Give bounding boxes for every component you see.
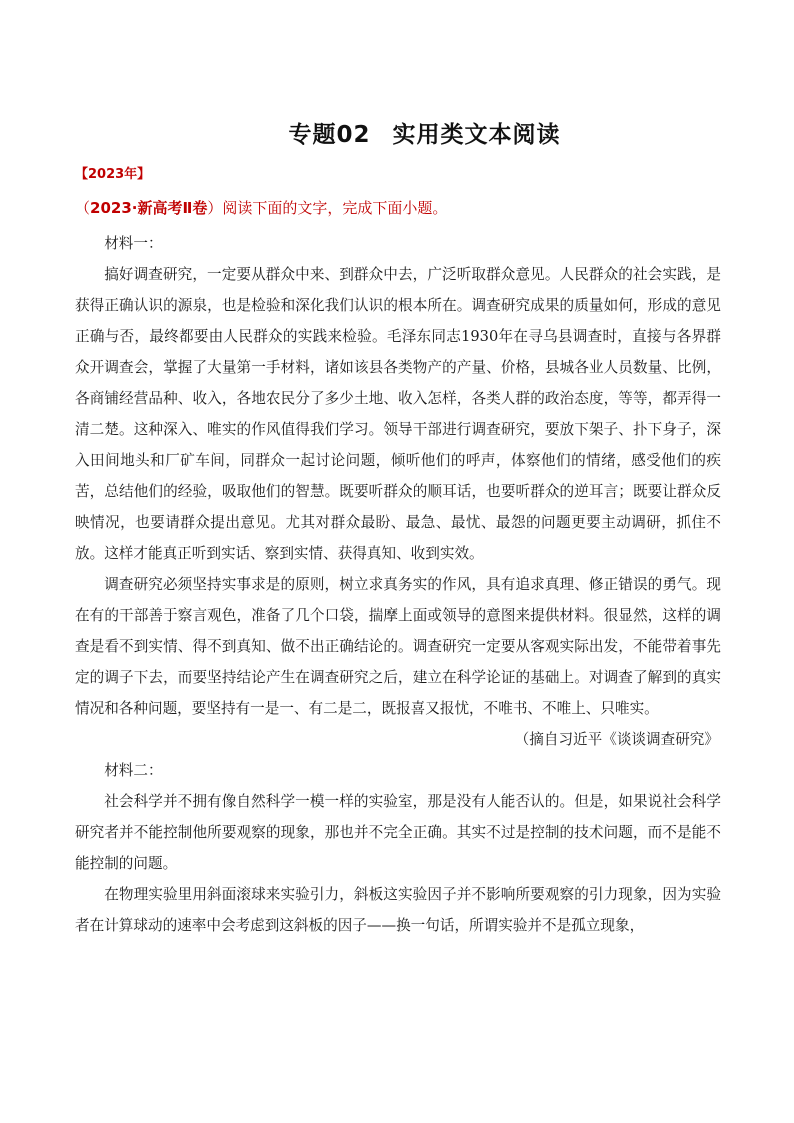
- material1-paragraph-2: 调查研究必须坚持实事求是的原则，树立求真务实的作风，具有追求真理、修正错误的勇气。现在有的干部善于察言观色，准备了几个口袋，揣摩上面或领导的意图来提供材料。很显然，这样的调查是看不到实情、得不到真知、做不出正确结论的。调查研究一定要从客观实际出发，不能带着事先定的调子下去，而要坚持结论产生在调查研究之后，建立在科学论证的基础上。对调查了解到的真实情况和各种问题，要坚持有一是一、有二是二，既报喜又报忧，不唯书、不唯上、只唯实。: [75, 576, 721, 717]
- title-topic-name: 实用类文本阅读: [392, 122, 561, 148]
- material2-paragraph-2: 在物理实验里用斜面滚球来实验引力，斜板这实验因子并不影响所要观察的引力现象，因为实验者在计算球动的速率中会考虑到这斜板的因子——换一句话，所谓实验并不是孤立现象，: [75, 886, 721, 934]
- reading-passage: [75, 228, 721, 941]
- reading-instruction: 阅读下面的文字，完成下面小题。: [222, 199, 448, 217]
- material1-citation: （摘自习近平《谈谈调查研究》: [514, 731, 719, 748]
- source-open-paren: （: [75, 199, 91, 217]
- source-text: 2023·新高考Ⅱ卷: [90, 199, 208, 217]
- exam-source: [75, 199, 222, 217]
- year-tag: 【2023年】: [75, 167, 151, 182]
- material2-paragraph-1: 社会科学并不拥有像自然科学一模一样的实验室，那是没有人能否认的。但是，如果说社会科学研究者并不能控制他所要观察的现象，那也并不完全正确。其实不过是控制的技术问题，而不是能不能控制的问题。: [75, 793, 721, 872]
- material2-label: 材料二：: [104, 762, 163, 779]
- source-close-paren: ）: [207, 199, 223, 217]
- page-title: [0, 116, 794, 149]
- material1-label: 材料一：: [104, 235, 163, 252]
- title-topic-number: 专题02: [288, 122, 371, 148]
- question-source-line: [75, 197, 447, 218]
- material1-paragraph-1: 搞好调查研究，一定要从群众中来、到群众中去，广泛听取群众意见。人民群众的社会实践，是获得正确认识的源泉，也是检验和深化我们认识的根本所在。调查研究成果的质量如何，形成的意见正确与否，最终都要由人民群众的实践来检验。毛泽东同志1930年在寻乌县调查时，直接与各界群众开调查会，掌握了大量第一手材料，诸如该县各类物产的产量、价格，县城各业人员数量、比例，各商铺经营品种、收入，各地农民分了多少土地、收入怎样，各类人群的政治态度，等等，都弄得一清二楚。这种深入、唯实的作风值得我们学习。领导干部进行调查研究，要放下架子、扑下身子，深入田间地头和厂矿车间，同群众一起讨论问题，倾听他们的呼声，体察他们的情绪，感受他们的疾苦，总结他们的经验，吸取他们的智慧。既要听群众的顺耳话，也要听群众的逆耳言；既要让群众反映情况，也要请群众提出意见。尤其对群众最盼、最急、最忧、最怨的问题更要主动调研，抓住不放。这样才能真正听到实话、察到实情、获得真知、收到实效。: [75, 266, 721, 562]
